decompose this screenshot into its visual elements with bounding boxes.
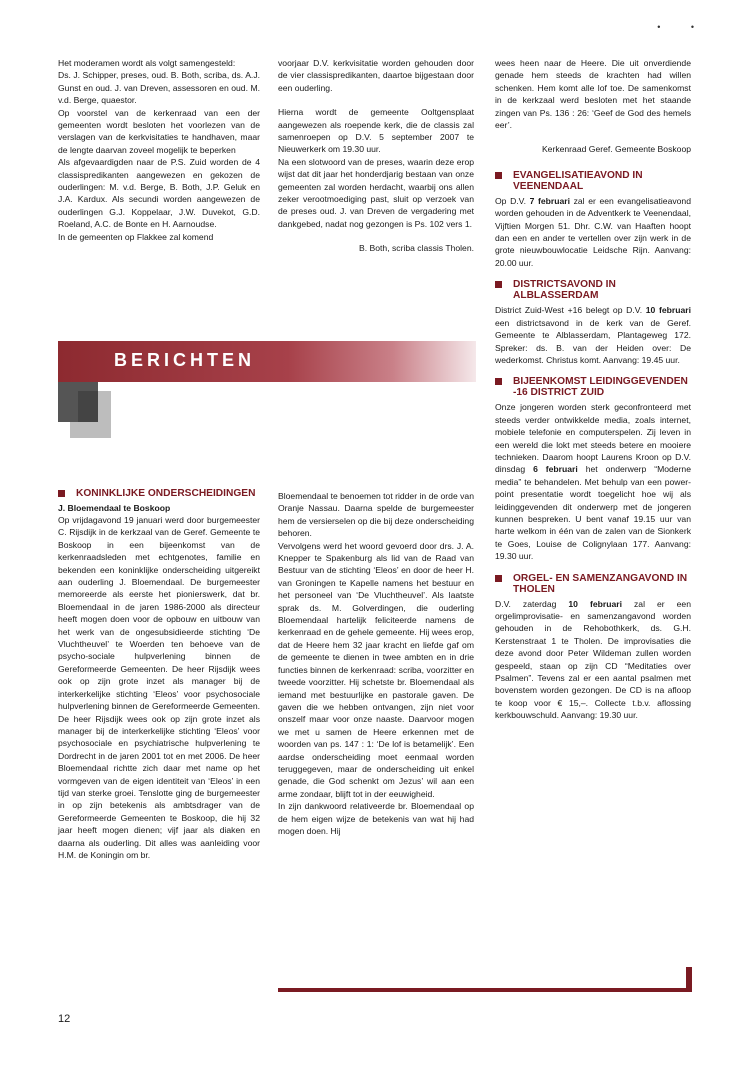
- paragraph: Op vrijdagavond 19 januari werd door burgemeester C. Rijsdijk in de kerkzaal van de Geref. Gemeente te Boskoop in een bijeenkomst van de kerkenraadsleden met echtgenotes, familie en bekenden een koninklijke onderscheiding uitgereikt aan ouderling J. Bloemendaal. De burgemeester memoreerde als eerste het pionierswerk, dat br. Bloemendaal in de jaren 1986-2000 als directeur heeft mogen doen voor de opbouw en uitbouw van het werk van de ongesubsidieerde stichting ‘De Vluchtheuvel’ te Woerden ten behoeve van de psycho-sociale hulpverlening binnen de Gereformeerde Gemeenten. De heer Rijsdijk wees ook op zijn grote inzet als manager bij de interkerkelijke stichting ‘Eleos’ voor psychosociale hulpverlening binnen de Gereformeerde Gemeenten. De heer Rijsdijk wees ook op zijn grote inzet als manager bij de interkerkelijke stichting ‘Eleos’ voor psychosociale en psychiatrische hulpverlening te Dordrecht in de jaren 2001 tot en met 2006. De heer Bloemendaal richtte zich daar met name op het vormgeven van de eigen identiteit van ‘Eleos’ in een tijd van sterke groei. Tenslotte ging de burgemeester in op zijn betekenis als ambtsdrager van de Gereformeerde Gemeenten te Boskoop, die hij 32 jaar heeft mogen dienen; vijf jaar als diaken en daarna als ouderling. Dit alles was aanleiding voor H.M. de Koningin om br.: [58, 515, 260, 860]
- article-subheading: J. Bloemendaal te Boskoop: [58, 503, 171, 513]
- paragraph: Bloemendaal te benoemen tot ridder in de orde van Oranje Nassau. Daarna spelde de burgemeester hem de versierselen op die bij deze onderscheiding behoren.: [278, 491, 474, 539]
- section-heading-orgel: ORGEL- EN SAMENZANGAVOND IN THOLEN: [495, 573, 691, 595]
- paragraph: Als afgevaardigden naar de P.S. Zuid worden de 4 classispredikanten aangewezen en gekozen de ouderlingen: M. v.d. Berge, B. Both, J.P. Geluk en J.A. Kardux. Als secundi worden aangewezen de ouderlingen G.J. Koppelaar, J.W. Duvekot, G.D. Roeland, A.C. de Bonte en H. Aarnoudse.: [58, 157, 260, 230]
- paragraph: Het moderamen wordt als volgt samengesteld:: [58, 58, 236, 68]
- paragraph: Ds. J. Schipper, preses, oud. B. Both, scriba, ds. A.J. Gunst en oud. J. van Dreven, assessoren en oud. M. v.d. Berge, quaestor.: [58, 70, 260, 106]
- paragraph: Op voorstel van de kerkenraad van een der gemeenten wordt besloten het voorlezen van de verslagen van de kerkvisitaties te handhaven, maar de lengte daarvan zoveel mogelijk te beperken: [58, 107, 260, 155]
- right-column: [495, 57, 691, 722]
- paragraph: In de gemeenten op Flakkee zal komend: [58, 231, 214, 242]
- decorative-square: [78, 391, 98, 422]
- paragraph: Vervolgens werd het woord gevoerd door drs. J. A. Knepper te Spakenburg als lid van de Raad van Bestuur van de stichting ‘Eleos’ en door de heer H. van Groningen te Kapelle namens het bestuur en het personeel van ‘De Vluchtheuvel’. Als laatste sprak ds. M. Golverdingen, die ouderling Bloemendaal hartelijk feliciteerde namens de kerkenraad en de gehele gemeente. Hij wees erop, dat de Heere hem 32 jaar kracht en liefde gaf om de gemeente te dienen in twee ambten en in drie functies binnen de kerkenraad: scriba, voorzitter en tweede voorzitter. Hij schetste br. Bloemendaal als iemand met bestuurlijke en pastorale gaven. De gaven die we hebben ontvangen, zijn niet voor onszelf maar voor onze naaste. Daarvoor mogen we met u samen de Heere erkennen met de woorden van ps. 147 : 1: ‘De lof is betamelijk’. Een aardse onderscheiding moet eenmaal worden teruggegeven, maar de onderscheiding uit enkel genade, die God schenkt om Jezus’ wil aan een arme zondaar, blijft tot in der eeuwigheid.: [278, 540, 474, 799]
- paragraph: District Zuid-West +16 belegt op D.V. 10 februari een districtsavond in de kerk van de Geref. Gemeente te Alblasserdam, Plantageweg 172. Spreker: ds. B. van der Heiden over: De wederkomst. Christus komt. Aanvang: 19.45 uur.: [495, 305, 691, 365]
- paragraph: Na een slotwoord van de preses, waarin deze erop wijst dat dit jaar het honderdjarig bestaan van onze gemeenten zal worden herdacht, waarbij ons allen zeker verootmoediging past, sluit op verzoek van de preses oud. J. van Dreven de vergadering met dankgebed, nadat nog gezongen is Ps. 102 vers 1.: [278, 156, 474, 229]
- section-heading-koninklijke: KONINKLIJKE ONDERSCHEIDINGEN: [58, 488, 260, 499]
- section-heading-evangelisatie: EVANGELISATIEAVOND IN VEENENDAAL: [495, 170, 691, 192]
- top-column-1: [58, 57, 260, 243]
- paragraph: Op D.V. 7 februari zal er een evangelisatieavond worden gehouden in de Adventkerk te Veenendaal, Vijftien Morgen 51. Dhr. C.W. van Haaften hoopt dan een en ander te vertellen over zijn werk in de grote nieuwbouwlocatie Leidsche Rijn. Aanvang: 20.00 uur.: [495, 195, 691, 268]
- page-number: 12: [58, 1013, 71, 1025]
- bottom-rule: [278, 988, 692, 992]
- bottom-column-2: [278, 490, 474, 837]
- section-heading-districtsavond: DISTRICTSAVOND IN ALBLASSERDAM: [495, 279, 691, 301]
- bottom-column-1: [58, 478, 260, 861]
- paragraph: wees heen naar de Heere. Die uit onverdiende genade hem steeds de krachten had willen schenken. Hem komt alle lof toe. De samenkomst in de kerkzaal werd besloten met het staande zingen van Ps. 136 : 26: ‘Geef de God des hemels eer’.: [495, 58, 691, 131]
- banner-title: BERICHTEN: [114, 350, 256, 370]
- paragraph: In zijn dankwoord relativeerde br. Bloemendaal op de hem eigen wijze de betekenis van wat hij had mogen doen. Hij: [278, 801, 474, 836]
- paragraph: Hierna wordt de gemeente Ooltgensplaat aangewezen als roepende kerk, die de classis zal samenroepen op D.V. 5 september 2007 te Nieuwerkerk om 19.30 uur.: [278, 107, 474, 155]
- signature: Kerkenraad Geref. Gemeente Boskoop: [541, 144, 691, 155]
- top-column-2: [278, 57, 474, 255]
- signature: B. Both, scriba classis Tholen.: [359, 243, 474, 254]
- bottom-rule-end: [686, 967, 692, 992]
- paragraph: voorjaar D.V. kerkvisitatie worden gehouden door de vier classispredikanten, daartoe bijgestaan door een ouderling.: [278, 58, 474, 93]
- paragraph: Onze jongeren worden sterk geconfronteerd met steeds verder ontwikkelde media, zoals internet, mobiele telefonie en computerspelen. Zij leven in een wereld die lokt met steeds betere en mooiere technieken. Daarom hoopt Laurens Kroon op D.V. dinsdag 6 februari het onderwerp “Moderne media” te behandelen. Met behulp van een power-point presentatie wordt toegelicht hoe wij als leidinggevenden dit onderwerp met de jongeren kunnen bespreken. U bent vanaf 19.15 uur van harte welkom in één van de zalen van de Sionkerk te Goes, Louise de Colignylaan 177. Aanvang: 19.30 uur.: [495, 402, 691, 562]
- paragraph: D.V. zaterdag 10 februari zal er een orgelimprovisatie- en samenzangavond worden gehouden in de Rehobothkerk, ds. G.H. Kerstenstraat 1 te Tholen. De improvisaties die deze avond door Peter Wildeman zullen worden gespeeld, staan op zijn CD “Meditaties over Psalmen”. Tevens zal er een aantal psalmen met bovenstem worden gezongen. De CD is na afloop te koop voor € 15,–. Collecte t.b.v. aflossing kerkbouwschuld. Aanvang: 19.30 uur.: [495, 598, 691, 721]
- corner-marks: • •: [657, 22, 708, 32]
- section-heading-bijeenkomst: BIJEENKOMST LEIDINGGEVENDEN -16 DISTRICT ZUID: [495, 376, 691, 398]
